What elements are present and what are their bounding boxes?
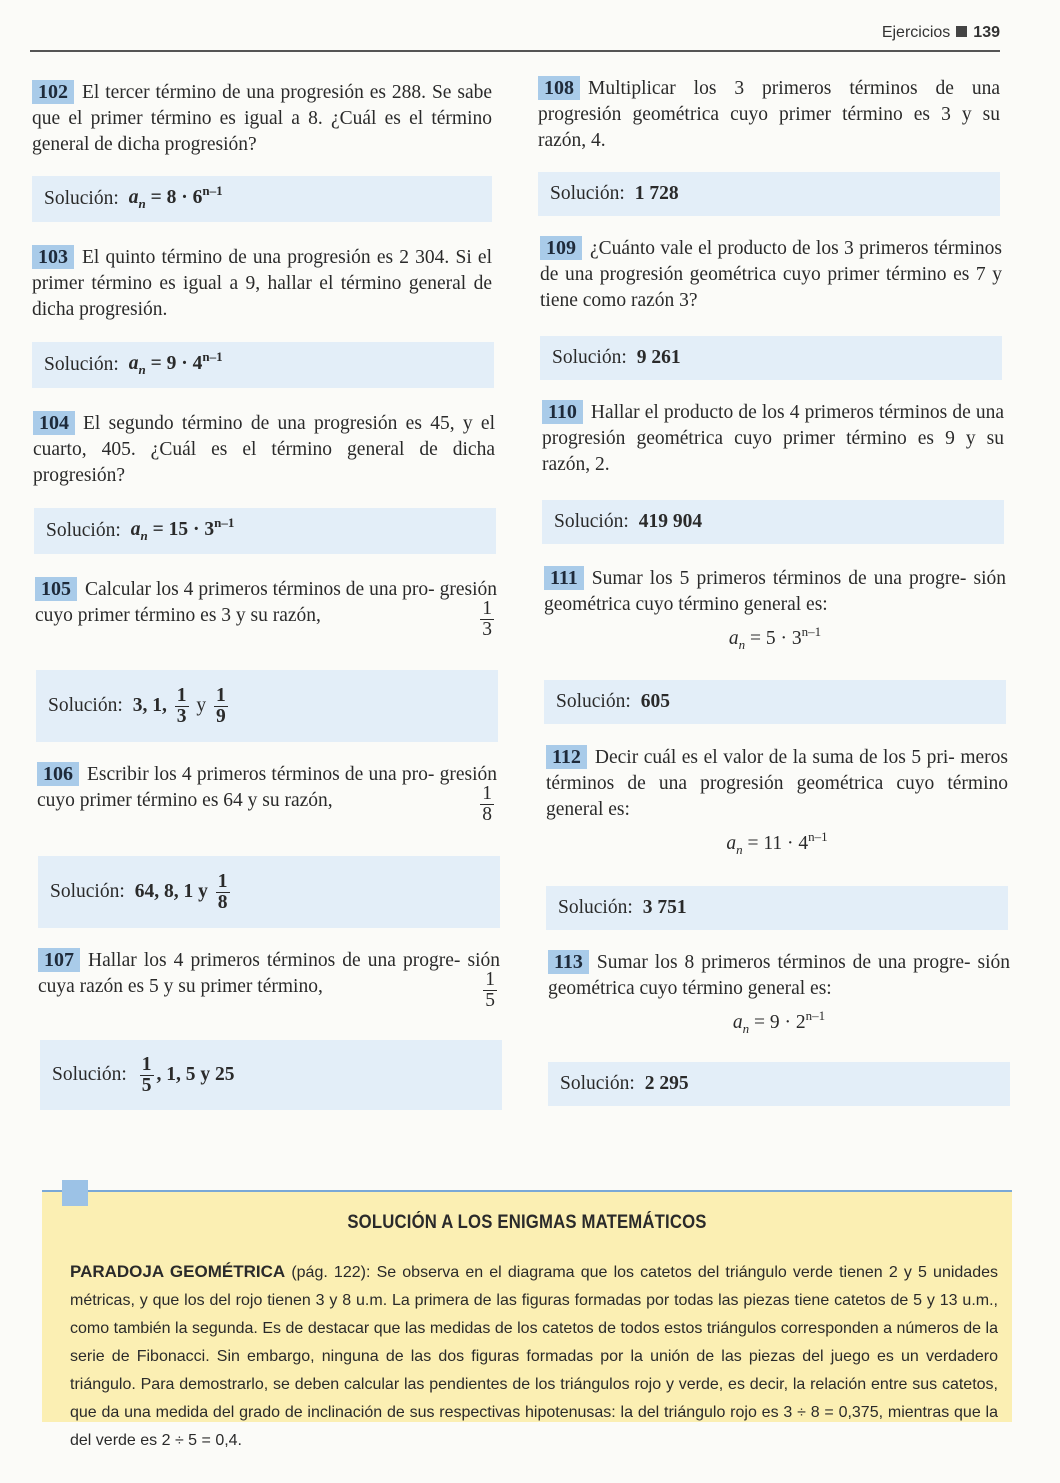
exercise-107 <box>38 948 500 1011</box>
exercise-number: 110 <box>542 400 583 424</box>
general-term: $a_n = 9 \cdot 2^{n-1}$ <box>732 1008 826 1036</box>
exercise-text: Hallar el producto de los 4 primeros términos de una progresión geométrica cuyo primer término es 9 y su razón, 2. <box>542 402 1004 475</box>
solution-106 <box>38 856 500 928</box>
exercise-number: 102 <box>32 80 74 104</box>
exercise-110 <box>542 400 1004 478</box>
enigma-solution-box <box>42 1190 1012 1449</box>
solution-label: Solución: <box>52 1064 127 1085</box>
exercise-109 <box>540 236 1002 314</box>
solution-110 <box>542 500 1004 544</box>
ratio-fraction: $\frac{1}{3}$ <box>482 598 492 640</box>
exercise-text: Escribir los 4 primeros términos de una pro- gresión cuyo primer término es 64 y su razón, <box>37 764 497 811</box>
solution-value: 1 728 <box>634 183 679 204</box>
exercise-number: 105 <box>35 577 77 601</box>
exercise-102 <box>32 80 492 158</box>
solution-label: Solución: <box>554 511 629 532</box>
solution-label: Solución: <box>556 691 631 712</box>
solution-105 <box>36 670 498 742</box>
exercise-text: Hallar los 4 primeros términos de una progre- sión cuya razón es 5 y su primer término, <box>38 950 500 997</box>
general-term: $a_n = 5 \cdot 3^{n-1}$ <box>728 624 822 652</box>
exercise-text: El tercer término de una progresión es 288. Se sabe que el primer término es igual a 8. ¿Cuál es el término general de dicha progresión? <box>32 82 492 155</box>
exercise-text: El quinto término de una progresión es 2 304. Si el primer término es igual a 9, hallar el término general de dicha progresión. <box>32 247 492 320</box>
square-icon <box>62 1180 88 1206</box>
solution-108 <box>538 172 1000 216</box>
solution-112 <box>546 886 1008 930</box>
exercise-number: 104 <box>33 411 75 435</box>
solution-113 <box>548 1062 1010 1106</box>
exercise-text: ¿Cuánto vale el producto de los 3 primeros términos de una progresión geométrica cuyo primer término es 7 y tiene como razón 3? <box>540 238 1002 311</box>
enigma-title: SOLUCIÓN A LOS ENIGMAS MATEMÁTICOS <box>347 1212 707 1233</box>
page-number: 139 <box>973 24 1000 41</box>
exercise-108 <box>538 76 1000 154</box>
exercise-111 <box>544 566 1006 658</box>
exercise-text: Calcular los 4 primeros términos de una pro- gresión cuyo primer término es 3 y su razón, <box>35 579 497 626</box>
exercise-number: 107 <box>38 948 80 972</box>
solution-value: 64, 8, 1 y $\frac{1}{8}$ <box>134 870 228 913</box>
general-term: $a_n = 11 \cdot 4^{n-1}$ <box>726 829 828 857</box>
solution-label: Solución: <box>50 881 125 902</box>
enigma-heading: PARADOJA GEOMÉTRICA <box>70 1262 286 1281</box>
solution-111 <box>544 680 1006 724</box>
page-header <box>30 22 1000 52</box>
exercise-number: 106 <box>37 762 79 786</box>
solution-label: Solución: <box>44 354 119 375</box>
exercise-text: Multiplicar los 3 primeros términos de una progresión geométrica cuyo primer término es 3 y su razón, 4. <box>538 78 1000 151</box>
exercise-103 <box>32 245 492 323</box>
exercise-113 <box>548 950 1010 1042</box>
exercise-number: 103 <box>32 245 74 269</box>
exercise-112 <box>546 745 1008 863</box>
exercise-106 <box>37 762 497 825</box>
section-title: Ejercicios <box>881 24 951 41</box>
solution-label: Solución: <box>46 520 121 541</box>
solution-value: 605 <box>640 691 671 712</box>
solution-value: 419 904 <box>638 511 703 532</box>
solution-value: 2 295 <box>644 1073 689 1094</box>
solution-value: 3 751 <box>642 897 687 918</box>
solution-label: Solución: <box>558 897 633 918</box>
exercise-text: Decir cuál es el valor de la suma de los 5 pri- meros términos de una progresión geométrica cuyo término general es: <box>546 747 1008 820</box>
solution-104 <box>34 508 496 554</box>
solution-value: 9 261 <box>636 347 681 368</box>
exercise-number: 112 <box>546 745 587 769</box>
exercise-104 <box>33 411 495 489</box>
enigma-body <box>70 1258 998 1455</box>
solution-label: Solución: <box>44 188 119 209</box>
exercise-105 <box>35 577 497 640</box>
ratio-fraction: $\frac{1}{8}$ <box>482 783 492 825</box>
solution-value: $a_n = 15 \cdot 3^{n-1}$ <box>130 514 235 543</box>
solution-value: $a_n = 8 \cdot 6^{n-1}$ <box>128 182 223 211</box>
solution-value: 3, 1, $\frac{1}{3}$ y $\frac{1}{9}$ <box>132 684 226 727</box>
solution-103 <box>32 342 494 388</box>
solution-label: Solución: <box>560 1073 635 1094</box>
solution-107 <box>40 1040 502 1110</box>
ratio-fraction: $\frac{1}{5}$ <box>485 969 495 1011</box>
exercise-number: 111 <box>544 566 584 590</box>
solution-value: $\frac{1}{5}$ , 1, 5 y 25 <box>141 1053 235 1096</box>
exercise-text: El segundo término de una progresión es 45, y el cuarto, 405. ¿Cuál es el término general de dicha progresión? <box>33 413 495 486</box>
exercise-number: 109 <box>540 236 582 260</box>
exercise-number: 108 <box>538 76 580 100</box>
solution-109 <box>540 336 1002 380</box>
exercise-text: Sumar los 5 primeros términos de una progre- sión geométrica cuyo término general es: <box>544 568 1006 615</box>
header-text <box>882 24 1000 42</box>
exercise-number: 113 <box>548 950 589 974</box>
solution-102 <box>32 176 492 222</box>
square-icon <box>956 26 967 37</box>
solution-value: $a_n = 9 \cdot 4^{n-1}$ <box>128 348 223 377</box>
enigma-page-ref: (pág. 122): <box>291 1264 371 1281</box>
solution-label: Solución: <box>550 183 625 204</box>
solution-label: Solución: <box>48 695 123 716</box>
exercise-text: Sumar los 8 primeros términos de una progre- sión geométrica cuyo término general es: <box>548 952 1010 999</box>
solution-label: Solución: <box>552 347 627 368</box>
enigma-text: Se observa en el diagrama que los catetos del triángulo verde tienen 2 y 5 unidades métricas, y que los del rojo tienen 3 y 8 u.m. La primera de las figuras formadas por todas las piezas tiene catetos de 5 y 13 u.m., como también la segunda. Es de destacar que las medidas de los catetos de todos estos triángulos corresponden a números de la serie de Fibonacci. Sin embargo, ninguna de las dos figuras formadas por la unión de las piezas del juego es un verdadero triángulo. Para demostrarlo, se deben calcular las pendientes de los triángulos rojo y verde, es decir, la relación entre sus catetos, que da una medida del grado de inclinación de sus respectivas hipotenusas: la del triángulo rojo es 3 ÷ 8 = 0,375, mientras que la del verde es 2 ÷ 5 = 0,4. <box>70 1264 998 1449</box>
